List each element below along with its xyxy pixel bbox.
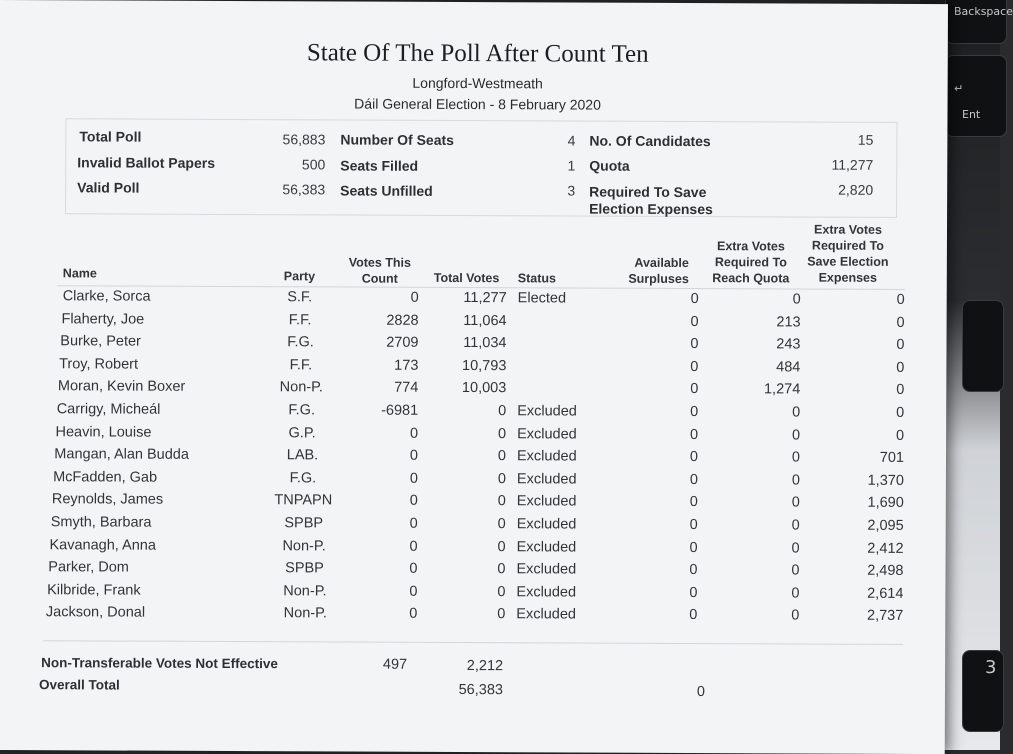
cell-quota: 0 bbox=[738, 472, 800, 488]
cell-save: 1,690 bbox=[828, 495, 904, 511]
cell-status: Excluded bbox=[516, 561, 596, 577]
cell-surplus: 0 bbox=[638, 381, 698, 397]
cell-status: Elected bbox=[518, 290, 598, 306]
cell-total: 11,277 bbox=[425, 290, 507, 306]
cell-total: 0 bbox=[424, 538, 506, 554]
cell-party: F.G. bbox=[263, 402, 341, 418]
cell-name: Mangan, Alan Budda bbox=[54, 446, 244, 463]
cell-surplus: 0 bbox=[638, 404, 698, 420]
overall-total: 56,383 bbox=[427, 682, 503, 698]
cell-surplus: 0 bbox=[637, 585, 697, 601]
save-label: Required To Save Election Expenses bbox=[589, 184, 713, 219]
cell-quota: 0 bbox=[738, 540, 800, 556]
cell-quota: 0 bbox=[737, 608, 799, 624]
cell-quota: 243 bbox=[738, 336, 800, 352]
table-row bbox=[0, 469, 946, 495]
cell-name: Smyth, Barbara bbox=[51, 514, 241, 531]
cell-total: 0 bbox=[424, 493, 506, 509]
cell-name: Carrigy, Micheál bbox=[57, 401, 247, 418]
table-row bbox=[0, 514, 946, 540]
table-row bbox=[0, 424, 946, 450]
cell-party: F.F. bbox=[261, 312, 339, 328]
cell-save: 0 bbox=[828, 405, 904, 421]
unfilled-label: Seats Unfilled bbox=[340, 182, 433, 198]
cell-quota: 0 bbox=[738, 517, 800, 533]
cell-surplus: 0 bbox=[638, 472, 698, 488]
cell-total: 0 bbox=[423, 606, 505, 622]
seats-label: Number Of Seats bbox=[340, 131, 454, 147]
table-row bbox=[0, 401, 946, 427]
cell-save: 0 bbox=[829, 314, 905, 330]
cell-status: Excluded bbox=[517, 516, 597, 532]
backspace-key: Backspace bbox=[945, 0, 1007, 44]
cell-quota: 0 bbox=[737, 562, 799, 578]
table-row bbox=[0, 582, 945, 608]
header-extra-quota: Extra Votes Required To Reach Quota bbox=[703, 238, 799, 286]
cell-status: Excluded bbox=[517, 426, 597, 442]
header-party: Party bbox=[284, 268, 315, 284]
table-row bbox=[0, 537, 946, 563]
cell-votes: 0 bbox=[337, 561, 417, 577]
cell-votes: 2709 bbox=[338, 335, 418, 351]
cell-total: 11,064 bbox=[425, 312, 507, 328]
cell-total: 10,793 bbox=[424, 358, 506, 374]
cell-name: Troy, Robert bbox=[59, 356, 249, 373]
table-row bbox=[0, 446, 946, 472]
cell-surplus: 0 bbox=[638, 517, 698, 533]
cell-save: 2,737 bbox=[827, 608, 903, 624]
cell-name: Parker, Dom bbox=[48, 559, 238, 576]
cell-surplus: 0 bbox=[639, 313, 699, 329]
seats-value: 4 bbox=[545, 132, 575, 148]
cell-total: 0 bbox=[424, 448, 506, 464]
cell-save: 701 bbox=[828, 450, 904, 466]
overall-label: Overall Total bbox=[39, 677, 120, 692]
cell-party: S.F. bbox=[261, 289, 339, 305]
invalid-label: Invalid Ballot Papers bbox=[77, 154, 215, 171]
cell-name: Moran, Kevin Boxer bbox=[58, 379, 248, 396]
cell-save: 2,095 bbox=[828, 518, 904, 534]
header-total-votes: Total Votes bbox=[434, 270, 500, 286]
cell-name: Flaherty, Joe bbox=[61, 311, 251, 328]
cell-quota: 0 bbox=[739, 291, 801, 307]
cell-votes: 173 bbox=[338, 357, 418, 373]
cell-surplus: 0 bbox=[637, 562, 697, 578]
cell-status: Excluded bbox=[517, 403, 597, 419]
table-row bbox=[0, 288, 947, 314]
cell-status: Excluded bbox=[517, 471, 597, 487]
cell-save: 0 bbox=[828, 427, 904, 443]
cell-status: Excluded bbox=[517, 494, 597, 510]
cell-votes: 774 bbox=[338, 380, 418, 396]
cell-party: F.G. bbox=[261, 334, 339, 350]
cell-save: 2,498 bbox=[827, 563, 903, 579]
constituency-name: Longford-Westmeath bbox=[0, 73, 948, 93]
election-name: Dáil General Election - 8 February 2020 bbox=[0, 94, 948, 114]
total-poll-value: 56,883 bbox=[255, 131, 325, 147]
cell-surplus: 0 bbox=[638, 426, 698, 442]
cell-name: Burke, Peter bbox=[60, 333, 250, 350]
cell-save: 0 bbox=[828, 382, 904, 398]
ntv-label: Non-Transferable Votes Not Effective bbox=[41, 655, 278, 671]
number-key: 3 bbox=[962, 650, 1004, 732]
cell-name: Reynolds, James bbox=[52, 492, 242, 509]
cell-total: 0 bbox=[424, 471, 506, 487]
ntv-total: 2,212 bbox=[427, 658, 503, 674]
valid-poll-value: 56,383 bbox=[255, 181, 325, 197]
cell-quota: 0 bbox=[737, 585, 799, 601]
header-extra-save: Extra Votes Required To Save Election Expenses bbox=[799, 221, 897, 285]
cell-name: McFadden, Gab bbox=[53, 469, 243, 486]
cell-votes: 0 bbox=[339, 289, 419, 305]
candidates-label: No. Of Candidates bbox=[589, 133, 710, 150]
table-row bbox=[0, 559, 946, 585]
cell-surplus: 0 bbox=[639, 291, 699, 307]
cell-save: 0 bbox=[828, 337, 904, 353]
page-title: State Of The Poll After Count Ten bbox=[0, 38, 948, 70]
cell-surplus: 0 bbox=[638, 449, 698, 465]
header-surpluses: Available Surpluses bbox=[601, 255, 689, 287]
cell-votes: 0 bbox=[338, 425, 418, 441]
table-row bbox=[0, 491, 946, 517]
cell-quota: 0 bbox=[738, 495, 800, 511]
cell-total: 0 bbox=[423, 561, 505, 577]
cell-votes: 0 bbox=[338, 538, 418, 554]
cell-party: TNPAPN bbox=[264, 493, 342, 509]
filled-value: 1 bbox=[545, 157, 575, 173]
header-name: Name bbox=[63, 265, 97, 281]
cell-save: 2,412 bbox=[828, 540, 904, 556]
cell-total: 0 bbox=[424, 425, 506, 441]
cell-party: Non-P. bbox=[266, 606, 344, 622]
cell-save: 0 bbox=[829, 292, 905, 308]
cell-surplus: 0 bbox=[638, 494, 698, 510]
cell-votes: 0 bbox=[338, 515, 418, 531]
overall-surplus: 0 bbox=[657, 684, 705, 700]
cell-party: G.P. bbox=[263, 425, 341, 441]
cell-votes: 2828 bbox=[339, 312, 419, 328]
cell-total: 0 bbox=[424, 403, 506, 419]
cell-votes: 0 bbox=[338, 493, 418, 509]
cell-name: Clarke, Sorca bbox=[63, 288, 253, 305]
ntv-count: 497 bbox=[337, 656, 407, 672]
keyboard-key bbox=[962, 300, 1004, 392]
cell-status: Excluded bbox=[517, 539, 597, 555]
cell-surplus: 0 bbox=[638, 336, 698, 352]
total-poll-label: Total Poll bbox=[79, 128, 141, 144]
cell-total: 11,034 bbox=[424, 335, 506, 351]
cell-quota: 1,274 bbox=[738, 382, 800, 398]
cell-save: 2,614 bbox=[827, 585, 903, 601]
invalid-value: 500 bbox=[255, 156, 325, 172]
cell-name: Heavin, Louise bbox=[55, 424, 245, 441]
filled-label: Seats Filled bbox=[340, 157, 418, 173]
cell-party: LAB. bbox=[263, 447, 341, 463]
cell-name: Kilbride, Frank bbox=[47, 582, 237, 599]
table-row bbox=[0, 311, 947, 337]
footer-rule bbox=[43, 640, 903, 645]
cell-save: 0 bbox=[828, 359, 904, 375]
cell-party: Non-P. bbox=[265, 538, 343, 554]
cell-quota: 484 bbox=[738, 359, 800, 375]
cell-party: F.F. bbox=[262, 357, 340, 373]
cell-surplus: 0 bbox=[637, 607, 697, 623]
cell-party: SPBP bbox=[265, 515, 343, 531]
header-votes-this-count: Votes This Count bbox=[337, 254, 423, 286]
table-row bbox=[0, 378, 946, 404]
cell-votes: 0 bbox=[337, 583, 417, 599]
candidates-value: 15 bbox=[795, 131, 873, 147]
table-row bbox=[0, 356, 946, 382]
cell-total: 0 bbox=[423, 584, 505, 600]
cell-status: Excluded bbox=[516, 584, 596, 600]
valid-poll-label: Valid Poll bbox=[77, 179, 139, 195]
cell-votes: 0 bbox=[338, 470, 418, 486]
cell-surplus: 0 bbox=[638, 539, 698, 555]
unfilled-value: 3 bbox=[545, 182, 575, 198]
cell-total: 10,003 bbox=[424, 380, 506, 396]
cell-quota: 0 bbox=[738, 449, 800, 465]
cell-quota: 213 bbox=[739, 314, 801, 330]
cell-party: SPBP bbox=[265, 560, 343, 576]
cell-votes: 0 bbox=[337, 606, 417, 622]
cell-votes: 0 bbox=[338, 448, 418, 464]
cell-party: Non-P. bbox=[266, 583, 344, 599]
cell-party: F.G. bbox=[264, 470, 342, 486]
candidate-table bbox=[0, 0, 948, 4]
header-status: Status bbox=[518, 270, 556, 286]
cell-party: Non-P. bbox=[262, 380, 340, 396]
quota-value: 11,277 bbox=[795, 156, 873, 172]
cell-surplus: 0 bbox=[638, 359, 698, 375]
save-value: 2,820 bbox=[795, 181, 873, 197]
cell-save: 1,370 bbox=[828, 472, 904, 488]
cell-status: Excluded bbox=[516, 607, 596, 623]
cell-name: Kavanagh, Anna bbox=[49, 537, 239, 554]
quota-label: Quota bbox=[589, 158, 630, 174]
table-row bbox=[0, 333, 947, 359]
cell-votes: -6981 bbox=[338, 402, 418, 418]
cell-total: 0 bbox=[424, 516, 506, 532]
table-row bbox=[0, 604, 945, 630]
cell-quota: 0 bbox=[738, 404, 800, 420]
cell-quota: 0 bbox=[738, 427, 800, 443]
cell-status: Excluded bbox=[517, 448, 597, 464]
cell-name: Jackson, Donal bbox=[46, 605, 236, 622]
enter-key: ↵ Ent bbox=[945, 55, 1007, 137]
